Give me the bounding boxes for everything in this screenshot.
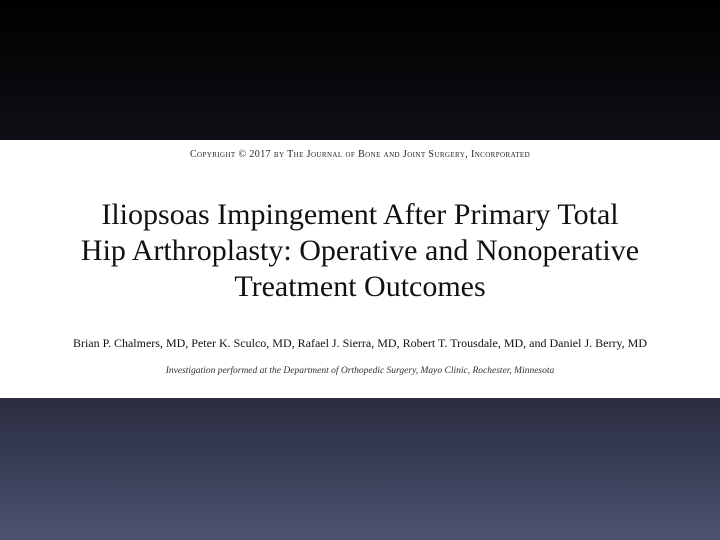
institution-note: Investigation performed at the Department of Orthopedic Surgery, Mayo Clinic, Rochester, Minnesota	[165, 366, 555, 376]
author-list: Brian P. Chalmers, MD, Peter K. Sculco, MD, Rafael J. Sierra, MD, Robert T. Trousdale, MD, and Daniel J. Berry, MD	[72, 336, 648, 350]
title-line: Iliopsoas Impingement After Primary Total	[101, 198, 619, 231]
copyright-line: Copyright © 2017 by The Journal of Bone and Joint Surgery, Incorporated	[189, 149, 531, 160]
paper-title	[20, 197, 700, 305]
title-line: Hip Arthroplasty: Operative and Nonoperative	[80, 234, 640, 267]
title-line: Treatment Outcomes	[234, 270, 486, 303]
paper-header-image	[0, 140, 720, 398]
